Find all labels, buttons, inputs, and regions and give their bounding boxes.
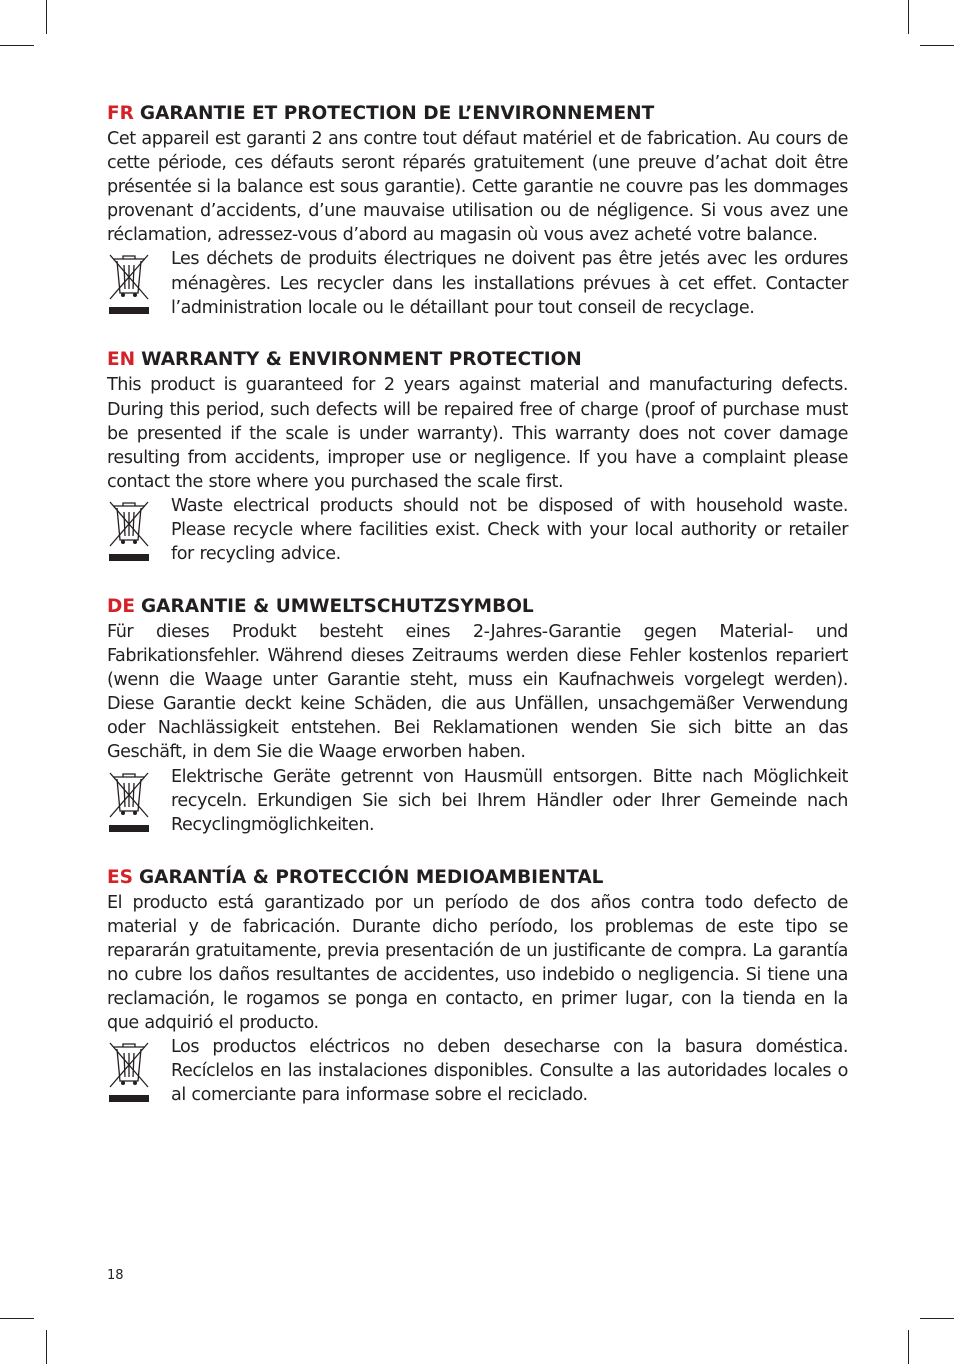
warranty-text: El producto está garantizado por un período de dos años contra todo defecto de material y de fabricación. Durante dicho período, los problemas de este tipo se repararán gratuitamente, previa presentación de un justificante de compra. La garantía no cubre los daños resultantes de accidentes, uso indebido o negligencia. Si tiene una reclamación, le rogamos se ponga en contacto, en primer lugar, con la tienda en la que adquirió el producto. [107,892,848,1033]
crop-mark [908,1330,909,1364]
section-heading [107,865,848,891]
section-title: GARANTIE & UMWELTSCHUTZSYMBOL [141,595,534,617]
recycling-text: Elektrische Geräte getrennt von Hausmüll entsorgen. Bitte nach Möglichkeit recyceln. Erkundigen Sie sich bei Ihrem Händler oder Ihrer Gemeinde nach Recyclingmöglichkeiten. [171,766,848,835]
section-heading [107,101,848,127]
section-de [107,594,848,839]
section-fr [107,101,848,321]
page-content [107,101,848,1135]
language-code: ES [107,866,133,888]
warranty-text: Für dieses Produkt besteht eines 2-Jahres-Garantie gegen Material- und Fabrikationsfehler. Während dieses Zeitraums werden diese Fehler kostenlos repariert (wenn die Waage unter Garantie steht, muss ein Kaufnachweis vorgelegt werden). Diese Garantie deckt keine Schäden, die aus Unfällen, unsachgemäßer Verwendung oder Nachlässigkeit entstehen. Bei Reklamationen wenden Sie sich bitte an das Geschäft, in dem Sie die Waage erworben haben. [107,621,848,763]
recycling-notice [107,247,848,321]
page-number: 18 [107,1268,124,1283]
crossed-out-wheelie-bin-icon [107,1035,171,1109]
crop-mark [0,45,34,46]
crop-mark [46,0,47,34]
section-title: WARRANTY & ENVIRONMENT PROTECTION [141,349,582,371]
recycling-text: Los productos eléctricos no deben desecharse con la basura doméstica. Recíclelos en las instalaciones disponibles. Consulte a las autoridades locales o al comerciante para informase sobre el reciclado. [171,1037,848,1106]
recycling-text: Les déchets de produits électriques ne doivent pas être jetés avec les ordures ménagères. Les recycler dans les installations prévues à cet effet. Contacter l’administration locale ou le détaillant pour tout conseil de recyclage. [171,249,848,318]
language-code: DE [107,595,135,617]
recycling-notice [107,765,848,839]
warranty-text: This product is guaranteed for 2 years against material and manufacturing defects. During this period, such defects will be repaired free of charge (proof of purchase must be presented if the scale is under warranty). This warranty does not cover damage resulting from accidents, improper use or negligence. If you have a complaint please contact the store where you purchased the scale first. [107,375,848,492]
recycling-text: Waste electrical products should not be disposed of with household waste. Please recycle where facilities exist. Check with your local authority or retailer for recycling advice. [171,495,848,565]
crop-mark [920,45,954,46]
section-heading [107,594,848,620]
crop-mark [46,1330,47,1364]
language-code: FR [107,103,134,124]
section-title: GARANTIE ET PROTECTION DE L’ENVIRONNEMENT [139,103,655,124]
section-title: GARANTÍA & PROTECCIÓN MEDIOAMBIENTAL [138,866,604,888]
recycling-notice [107,494,848,568]
section-es [107,865,848,1110]
section-heading [107,347,848,373]
warranty-text: Cet appareil est garanti 2 ans contre tout défaut matériel et de fabrication. Au cours de cette période, ces défauts seront réparés gratuitement (une preuve d’achat doit être présentée si la balance est sous garantie). Cette garantie ne couvre pas les dommages provenant d’accidents, d’une mauvaise utilisation ou de négligence. Si vous avez une réclamation, adressez-vous d’abord au magasin où vous avez acheté votre balance. [107,129,848,246]
crossed-out-wheelie-bin-icon [107,494,171,568]
crop-mark [908,0,909,34]
crossed-out-wheelie-bin-icon [107,765,171,839]
recycling-notice [107,1035,848,1109]
language-code: EN [107,349,136,371]
section-en [107,347,848,567]
crossed-out-wheelie-bin-icon [107,247,171,321]
crop-mark [0,1318,34,1319]
crop-mark [920,1318,954,1319]
